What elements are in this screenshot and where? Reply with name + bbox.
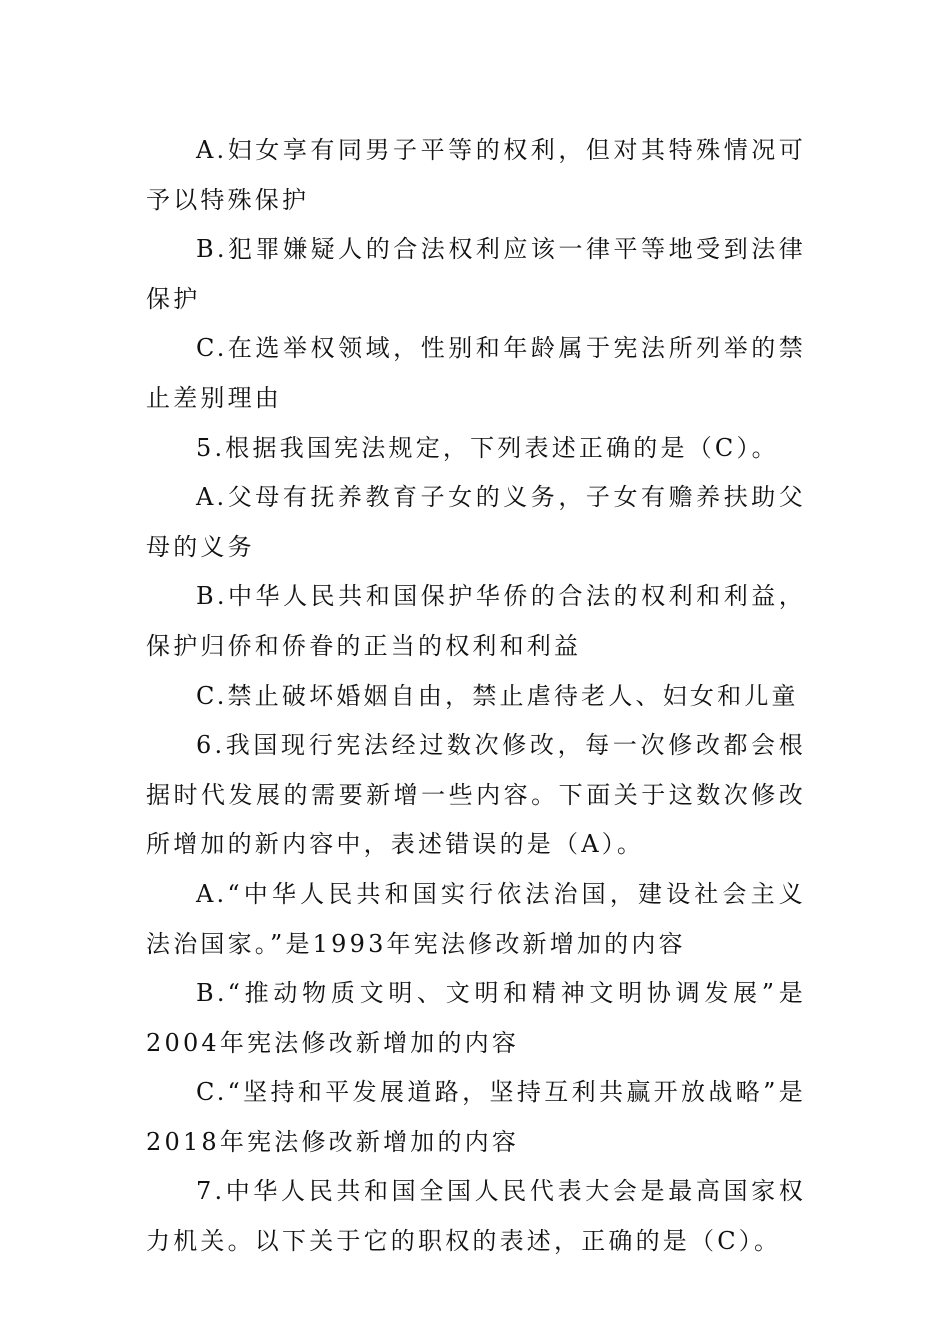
q5-option-b: B.中华人民共和国保护华侨的合法的权利和利益，保护归侨和侨眷的正当的权利和利益 <box>146 582 806 660</box>
q5-option-a: A.父母有抚养教育子女的义务，子女有赡养扶助父母的义务 <box>146 483 806 561</box>
question-6: 6.我国现行宪法经过数次修改，每一次修改都会根据时代发展的需要新增一些内容。下面关于这数次修改所增加的新内容中，表述错误的是（A）。 <box>146 731 806 859</box>
option-a-women-rights: A.妇女享有同男子平等的权利，但对其特殊情况可予以特殊保护 <box>146 136 806 214</box>
question-5: 5.根据我国宪法规定，下列表述正确的是（C）。 <box>196 433 779 462</box>
q6-option-b: B.“推动物质文明、文明和精神文明协调发展”是2004年宪法修改新增加的内容 <box>146 979 806 1057</box>
q6-option-a: A.“中华人民共和国实行依法治国，建设社会主义法治国家。”是1993年宪法修改新增加的内容 <box>146 879 806 958</box>
q5-option-c: C.禁止破坏婚姻自由，禁止虐待老人、妇女和儿童 <box>196 681 799 710</box>
option-c-election-rights: C.在选举权领域，性别和年龄属于宪法所列举的禁止差别理由 <box>146 334 806 412</box>
question-7: 7.中华人民共和国全国人民代表大会是最高国家权力机关。以下关于它的职权的表述，正确的是（C）。 <box>146 1177 806 1256</box>
option-b-suspect-rights: B.犯罪嫌疑人的合法权利应该一律平等地受到法律保护 <box>146 235 806 313</box>
document-body <box>146 126 806 1267</box>
q6-option-c: C.“坚持和平发展道路，坚持互利共赢开放战略”是2018年宪法修改新增加的内容 <box>146 1078 806 1156</box>
